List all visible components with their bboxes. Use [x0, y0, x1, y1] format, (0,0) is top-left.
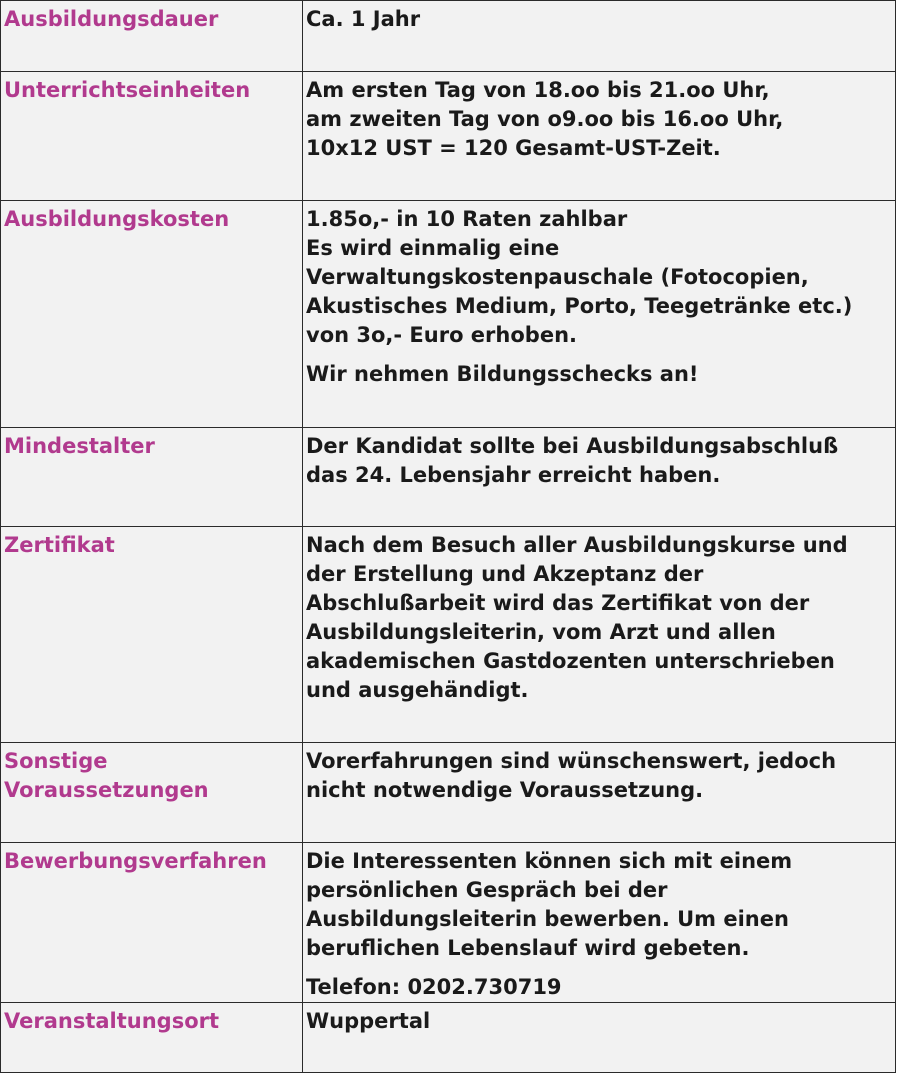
- row-label: Ausbildungsdauer: [1, 1, 303, 72]
- text-line: 1.85o,- in 10 Raten zahlbar: [306, 207, 628, 231]
- table-row: [1, 527, 896, 743]
- table-row: [1, 743, 896, 843]
- text-line: akademischen Gastdozenten unterschrieben: [306, 649, 835, 673]
- text-line: Nach dem Besuch aller Ausbildungskurse und: [306, 533, 848, 557]
- row-value: [303, 1003, 896, 1073]
- table-row: [1, 1003, 896, 1073]
- row-value: [303, 527, 896, 743]
- bildungsschecks-note: Wir nehmen Bildungsschecks an!: [306, 362, 699, 386]
- text-line: Der Kandidat sollte bei Ausbildungsabschluß: [306, 434, 839, 458]
- table-row: [1, 843, 896, 1003]
- table-row: [1, 201, 896, 428]
- text-line: Vorerfahrungen sind wünschenswert, jedoch: [306, 749, 837, 773]
- text-line: der Erstellung und Akzeptanz der: [306, 562, 704, 586]
- row-label: Zertifikat: [1, 527, 303, 743]
- row-value: [303, 843, 896, 1003]
- text-line: von 3o,- Euro erhoben.: [306, 323, 577, 347]
- text-line: Abschlußarbeit wird das Zertifikat von der: [306, 591, 810, 615]
- table-row: [1, 428, 896, 527]
- row-value: [303, 72, 896, 201]
- text-line: Akustisches Medium, Porto, Teegetränke etc.): [306, 294, 853, 318]
- label-line: Sonstige: [4, 749, 108, 773]
- text-line: Ausbildungsleiterin bewerben. Um einen: [306, 907, 789, 931]
- row-label: [1, 743, 303, 843]
- row-value: [303, 201, 896, 428]
- row-value: [303, 743, 896, 843]
- text-line: Ausbildungsleiterin, vom Arzt und allen: [306, 620, 776, 644]
- text-line: beruflichen Lebenslauf wird gebeten.: [306, 936, 750, 960]
- row-label: Bewerbungsverfahren: [1, 843, 303, 1003]
- text-line: persönlichen Gespräch bei der: [306, 878, 668, 902]
- table-row: [1, 72, 896, 201]
- text-line: nicht notwendige Voraussetzung.: [306, 778, 704, 802]
- row-value: [303, 428, 896, 527]
- text-line: und ausgehändigt.: [306, 678, 529, 702]
- text-line: das 24. Lebensjahr erreicht haben.: [306, 463, 721, 487]
- text-line: Verwaltungskostenpauschale (Fotocopien,: [306, 265, 809, 289]
- row-label: Unterrichtseinheiten: [1, 72, 303, 201]
- text-line: Die Interessenten können sich mit einem: [306, 849, 793, 873]
- text-line: 10x12 UST = 120 Gesamt-UST-Zeit.: [306, 136, 721, 160]
- label-line: Voraussetzungen: [4, 778, 209, 802]
- table-row: [1, 1, 896, 72]
- row-label: Ausbildungskosten: [1, 201, 303, 428]
- text-line: Ca. 1 Jahr: [306, 7, 421, 31]
- text-line: Wuppertal: [306, 1009, 431, 1033]
- text-line: Es wird einmalig eine: [306, 236, 560, 260]
- text-line: am zweiten Tag von o9.oo bis 16.oo Uhr,: [306, 107, 784, 131]
- row-value: [303, 1, 896, 72]
- phone-number: Telefon: 0202.730719: [306, 975, 562, 999]
- row-label: Veranstaltungsort: [1, 1003, 303, 1073]
- row-label: Mindestalter: [1, 428, 303, 527]
- text-line: Am ersten Tag von 18.oo bis 21.oo Uhr,: [306, 78, 770, 102]
